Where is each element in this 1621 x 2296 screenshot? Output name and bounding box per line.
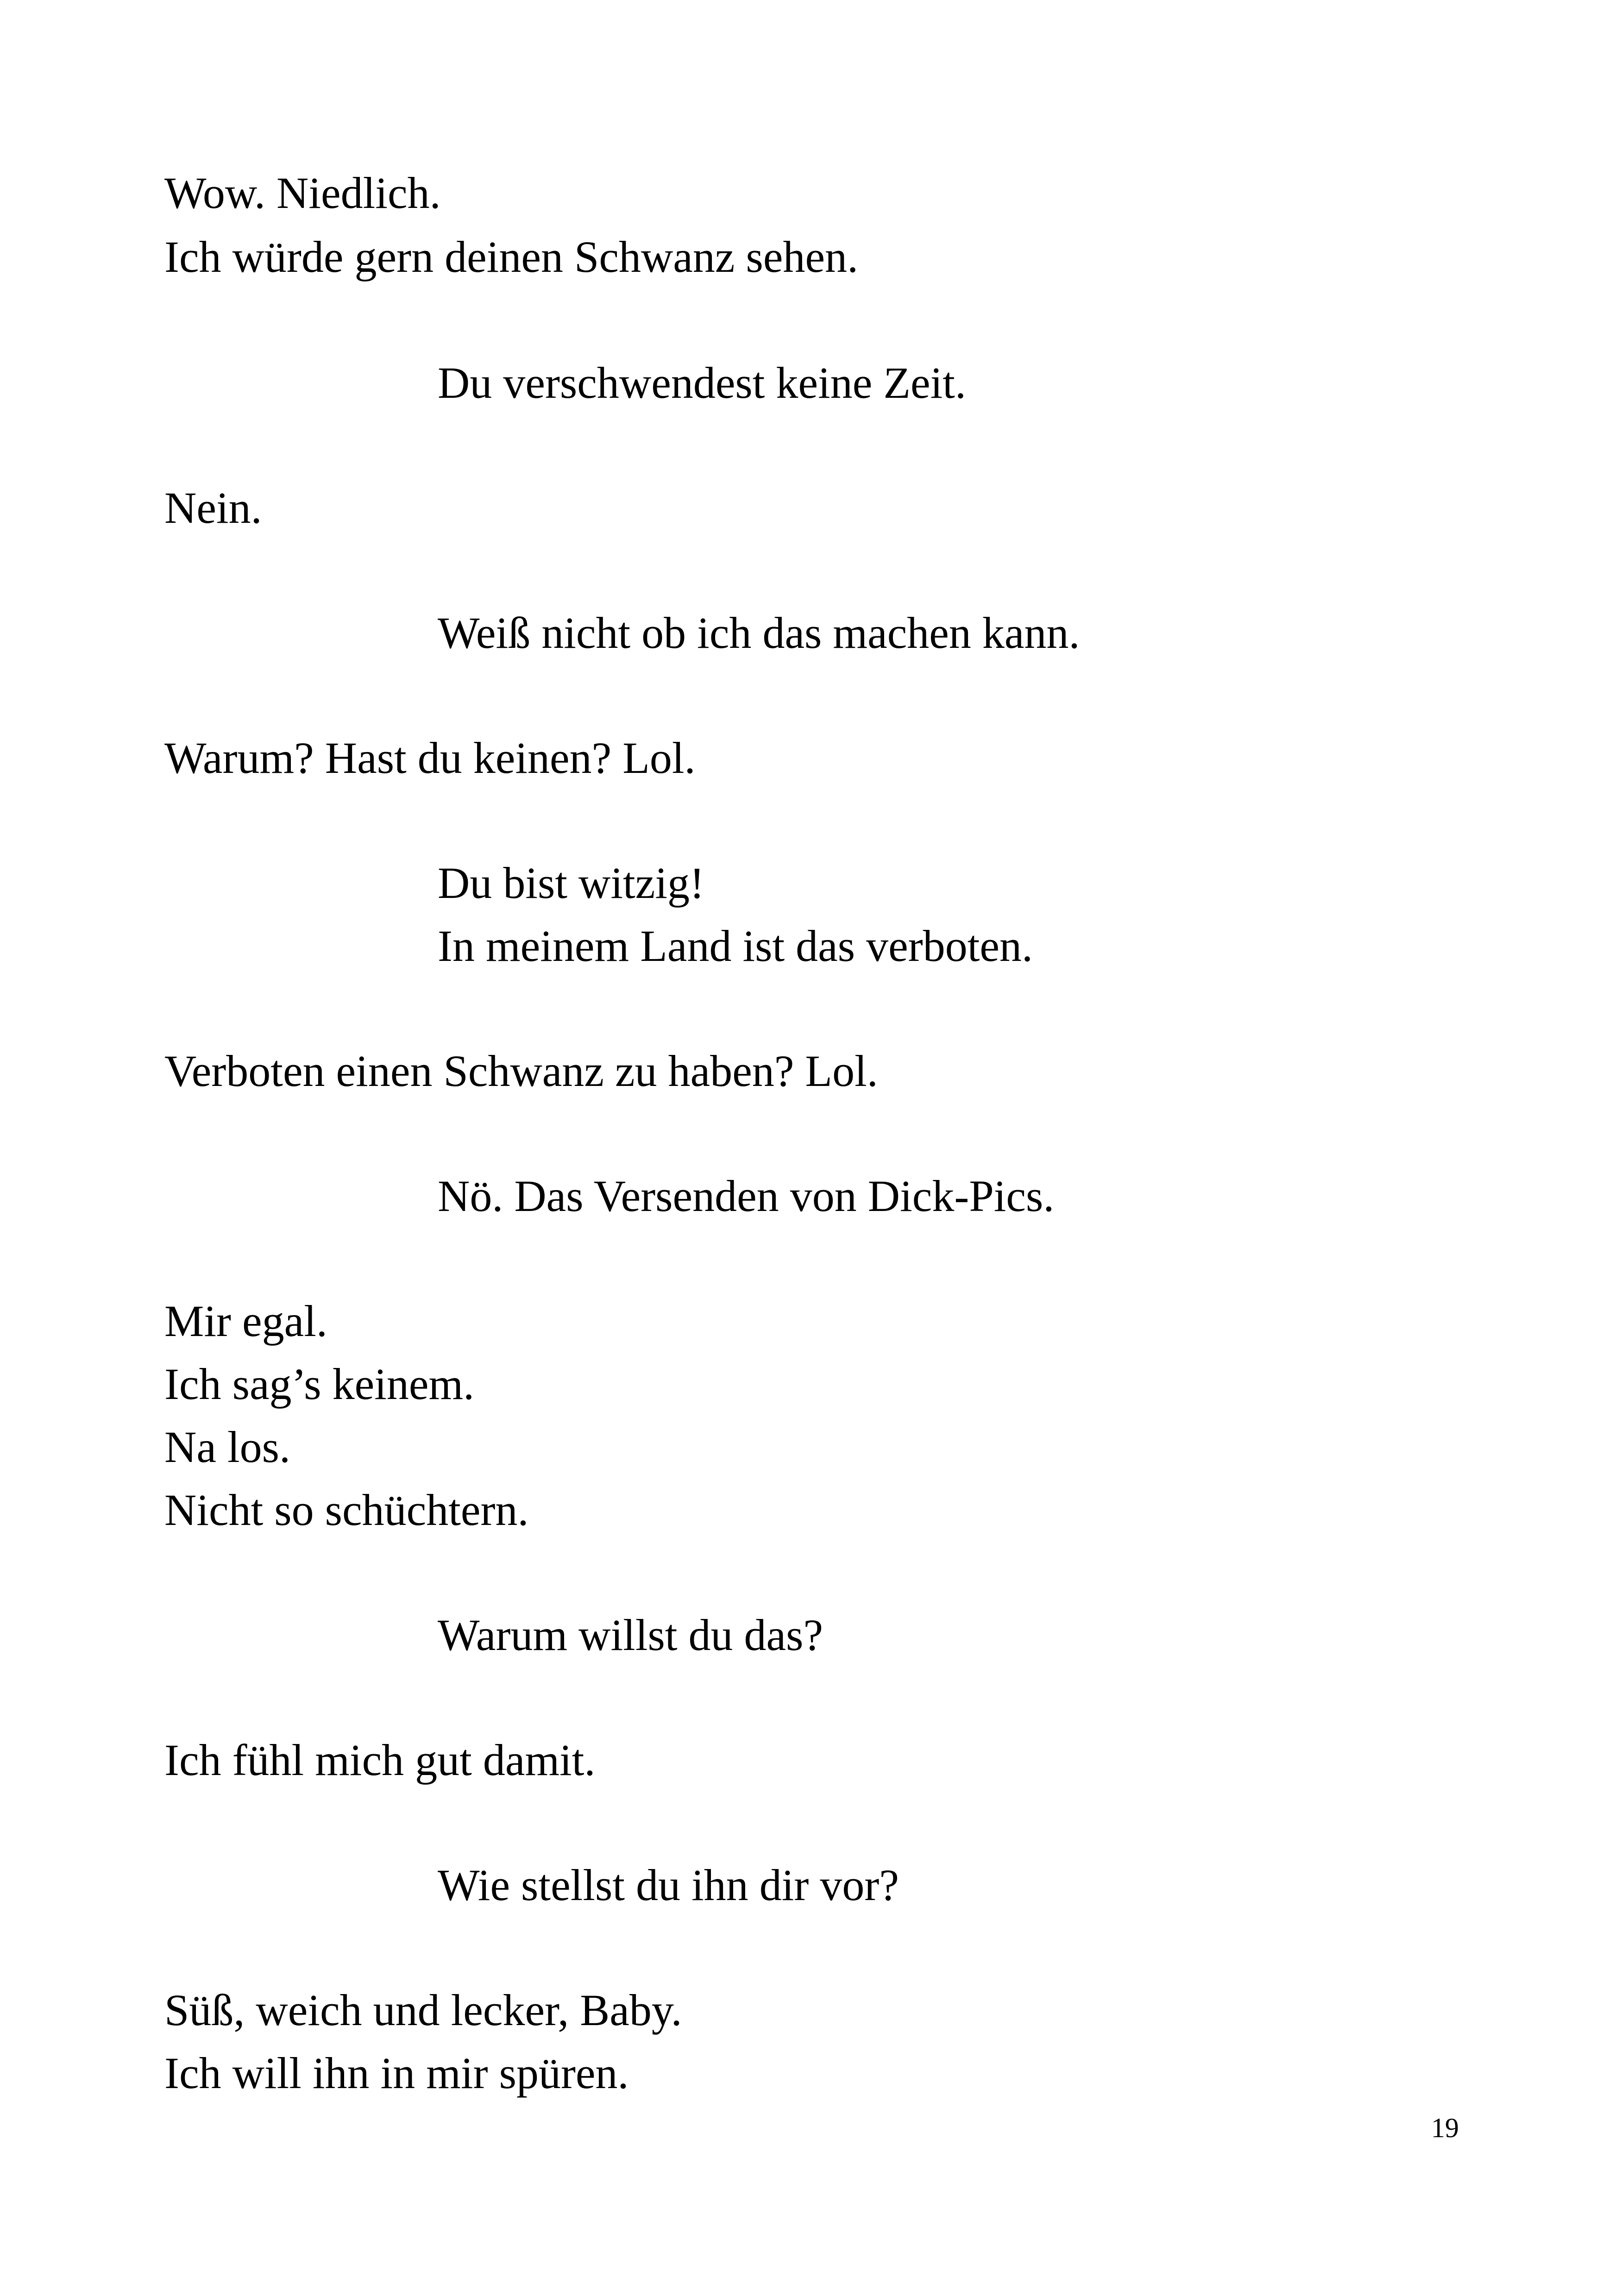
text-line: Wow. Niedlich. [164, 168, 441, 218]
text-line: Mir egal. [164, 1296, 327, 1346]
page-number: 19 [1431, 2113, 1459, 2143]
text-line: Warum? Hast du keinen? Lol. [164, 733, 696, 783]
text-line: Du verschwendest keine Zeit. [438, 358, 966, 408]
text-line: Verboten einen Schwanz zu haben? Lol. [164, 1046, 878, 1096]
text-line: Süß, weich und lecker, Baby. [164, 1985, 682, 2035]
text-line: Warum willst du das? [438, 1610, 823, 1660]
text-line: Na los. [164, 1422, 290, 1472]
text-line: Wie stellst du ihn dir vor? [438, 1860, 899, 1910]
text-line: Weiß nicht ob ich das machen kann. [438, 608, 1080, 658]
text-line: Nicht so schüchtern. [164, 1485, 529, 1535]
text-line: In meinem Land ist das verboten. [438, 921, 1033, 971]
text-line: Ich sag’s keinem. [164, 1359, 475, 1409]
text-line: Nein. [164, 483, 262, 533]
text-line: Ich will ihn in mir spüren. [164, 2048, 629, 2098]
text-line: Nö. Das Versenden von Dick-Pics. [438, 1171, 1055, 1221]
text-line: Du bist witzig! [438, 858, 704, 908]
text-line: Ich fühl mich gut damit. [164, 1735, 596, 1785]
text-line: Ich würde gern deinen Schwanz sehen. [164, 232, 859, 282]
